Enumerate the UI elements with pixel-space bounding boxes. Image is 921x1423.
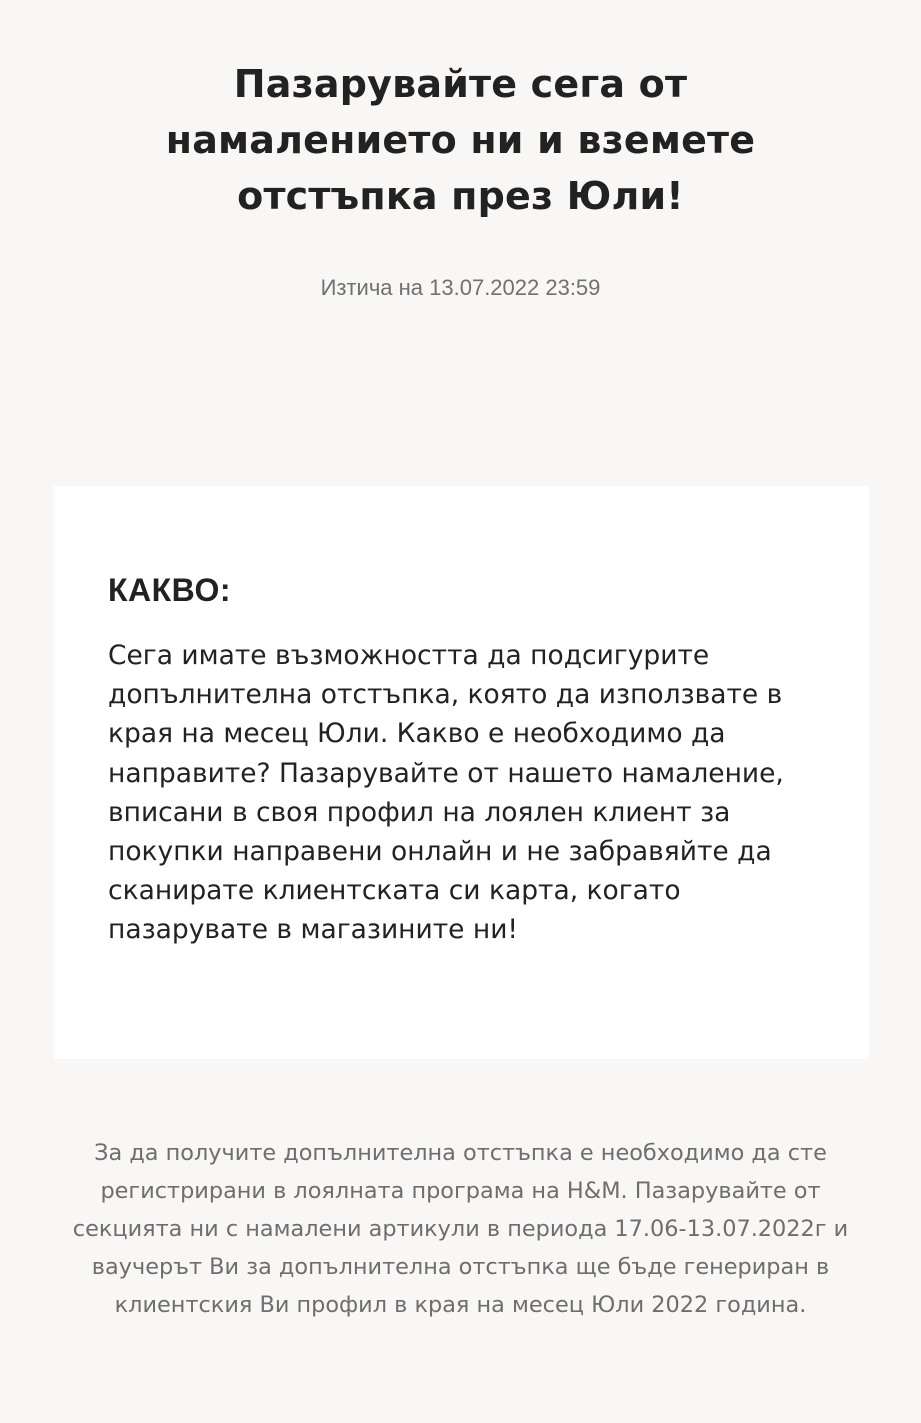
expiry-date: Изтича на 13.07.2022 23:59	[320, 275, 601, 300]
terms-footnote: За да получите допълнителна отстъпка е необходимо да сте регистрирани в лоялната програма на H&M. Пазарувайте от секцията ни с намалени артикули в периода 17.06-13.07.2022г и ваучерът Ви за допълнителна отстъпка ще бъде генериран в клиентския Ви профил в края на месец Юли 2022 година.	[72, 1140, 849, 1318]
what-description: Сега имате възможността да подсигурите допълнителна отстъпка, която да използвате в края на месец Юли. Какво е необходимо да направите? Пазарувайте от нашето намаление, вписани в своя профил на лоялен клиент за покупки направени онлайн и не забравяйте да сканирате клиентската си карта, когато пазарувате в магазините ни!	[108, 640, 784, 946]
what-card	[54, 486, 869, 1059]
offer-headline: Пазарувайте сега от намалението ни и вземете отстъпка през Юли!	[165, 62, 756, 218]
what-heading: КАКВО:	[108, 572, 232, 608]
